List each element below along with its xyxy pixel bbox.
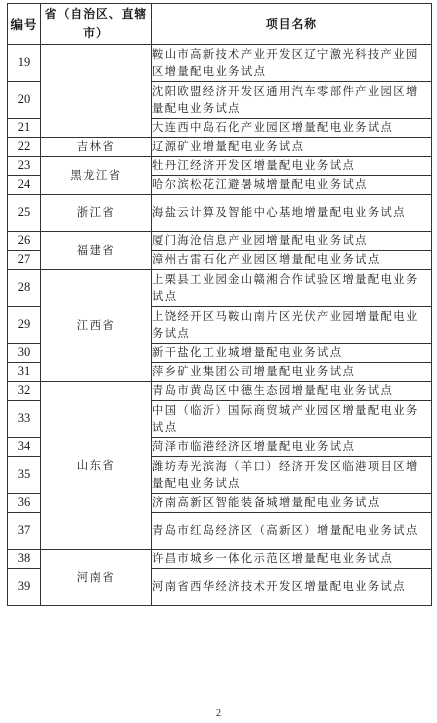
province-cell-blank [41,45,152,138]
row-number: 21 [8,119,41,138]
row-number: 27 [8,251,41,270]
row-number: 24 [8,176,41,195]
header-item: 项目名称 [152,4,432,45]
province-cell-jilin: 吉林省 [41,138,152,157]
row-item: 辽源矿业增量配电业务试点 [152,138,432,157]
row-number: 32 [8,382,41,401]
header-province: 省（自治区、直辖市） [41,4,152,45]
row-item: 沈阳欧盟经济开发区通用汽车零部件产业园区增量配电业务试点 [152,82,432,119]
row-number: 25 [8,195,41,232]
row-number: 31 [8,363,41,382]
row-number: 29 [8,307,41,344]
row-number: 33 [8,401,41,438]
row-number: 37 [8,513,41,550]
province-cell-shandong: 山东省 [41,382,152,550]
pilot-projects-table [7,3,432,606]
table-header-row [8,4,432,45]
row-item: 潍坊寿光滨海（羊口）经济开发区临港项目区增量配电业务试点 [152,457,432,494]
province-cell-jiangxi: 江西省 [41,270,152,382]
table-row [8,45,432,82]
table-row [8,382,432,401]
row-number: 23 [8,157,41,176]
table-row [8,232,432,251]
row-number: 30 [8,344,41,363]
header-number: 编号 [8,4,41,45]
row-number: 26 [8,232,41,251]
row-number: 38 [8,550,41,569]
row-item: 上饶经开区马鞍山南片区光伏产业园增量配电业务试点 [152,307,432,344]
row-item: 许昌市城乡一体化示范区增量配电业务试点 [152,550,432,569]
row-item: 牡丹江经济开发区增量配电业务试点 [152,157,432,176]
row-number: 36 [8,494,41,513]
row-number: 34 [8,438,41,457]
row-item: 青岛市黄岛区中德生态园增量配电业务试点 [152,382,432,401]
row-item: 漳州古雷石化产业园区增量配电业务试点 [152,251,432,270]
row-number: 22 [8,138,41,157]
row-item: 青岛市红岛经济区（高新区）增量配电业务试点 [152,513,432,550]
page-number: 2 [216,708,221,719]
table-row [8,138,432,157]
row-item: 哈尔滨松花江避暑城增量配电业务试点 [152,176,432,195]
row-item: 鞍山市高新技术产业开发区辽宁激光科技产业园区增量配电业务试点 [152,45,432,82]
province-cell-heilongjiang: 黑龙江省 [41,157,152,195]
row-number: 28 [8,270,41,307]
row-number: 20 [8,82,41,119]
row-number: 35 [8,457,41,494]
table-row [8,195,432,232]
province-cell-henan: 河南省 [41,550,152,606]
row-item: 上栗县工业园金山赣湘合作试验区增量配电业务试点 [152,270,432,307]
row-item: 河南省西华经济技术开发区增量配电业务试点 [152,569,432,606]
row-item: 海盐云计算及智能中心基地增量配电业务试点 [152,195,432,232]
table-row [8,157,432,176]
row-item: 中国（临沂）国际商贸城产业园区增量配电业务试点 [152,401,432,438]
row-item: 济南高新区智能装备城增量配电业务试点 [152,494,432,513]
row-item: 菏泽市临港经济区增量配电业务试点 [152,438,432,457]
row-item: 新干盐化工业城增量配电业务试点 [152,344,432,363]
row-number: 19 [8,45,41,82]
row-item: 厦门海沧信息产业园增量配电业务试点 [152,232,432,251]
table-row [8,550,432,569]
row-number: 39 [8,569,41,606]
province-cell-fujian: 福建省 [41,232,152,270]
row-item: 萍乡矿业集团公司增量配电业务试点 [152,363,432,382]
row-item: 大连西中岛石化产业园区增量配电业务试点 [152,119,432,138]
table-row [8,270,432,307]
province-cell-zhejiang: 浙江省 [41,195,152,232]
